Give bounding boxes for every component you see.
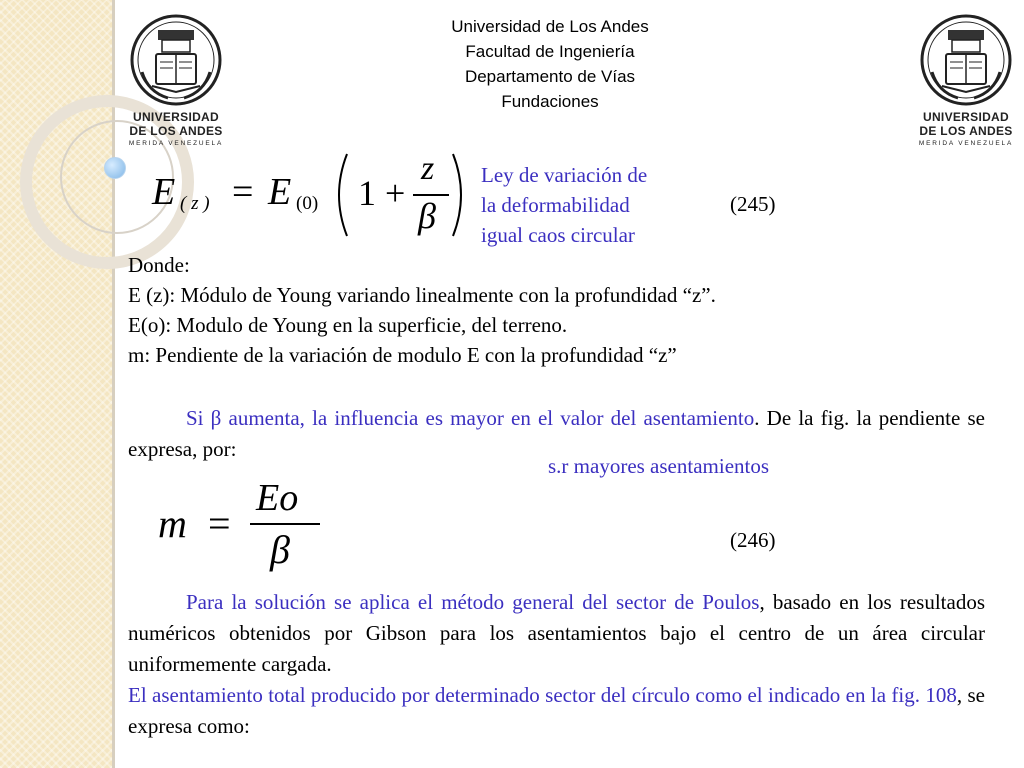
slide-header <box>380 14 720 114</box>
note-line2: la deformabilidad <box>481 193 630 217</box>
eq245-lhs-sub: ( z ) <box>180 193 210 214</box>
definitions-intro: Donde: <box>128 253 190 277</box>
logo-name-line1: UNIVERSIDAD <box>923 110 1009 124</box>
logo-place: MERIDA VENEZUELA <box>128 140 224 147</box>
university-logo-left <box>128 12 224 152</box>
logo-place: MERIDA VENEZUELA <box>918 140 1014 147</box>
eq246-tag: (246) <box>730 528 776 552</box>
logo-name-line1: UNIVERSIDAD <box>133 110 219 124</box>
eq245-rhs-sub: (0) <box>296 193 319 214</box>
header-department: Departamento de Vías <box>464 67 636 86</box>
header-course: Fundaciones <box>501 92 599 111</box>
university-seal-icon <box>918 12 1014 108</box>
eq245-equals: = <box>232 171 254 213</box>
paragraph-poulos-highlight: Para la solución se aplica el método general del sector de Poulos <box>186 590 760 614</box>
logo-name-line2: DE LOS ANDES <box>919 124 1013 138</box>
paragraph-beta-rest: . De la fig. la pendiente se expresa, por: <box>128 406 985 461</box>
paragraph-poulos <box>128 587 985 680</box>
eq245-tag: (245) <box>730 192 776 216</box>
eq245-parentheses <box>333 150 478 240</box>
definition-eo: E(o): Modulo de Young en la superficie, del terreno. <box>128 313 568 337</box>
university-seal-icon <box>128 12 224 108</box>
paragraph-total-settlement <box>128 680 985 742</box>
note-deformability <box>481 160 647 250</box>
eq246-lhs: m <box>158 501 187 546</box>
eq246-numerator: Eo <box>256 477 299 519</box>
eq246-denominator: β <box>270 527 290 572</box>
paragraph-total-highlight: El asentamiento total producido por determinado sector del círculo como el indicado en la fig. 108 <box>128 683 957 707</box>
university-logo-right <box>918 12 1014 152</box>
eq245-lhs-E: E <box>152 171 176 213</box>
note-more-settlement: s.r mayores asentamientos <box>548 454 770 478</box>
note-line1: Ley de variación de <box>481 163 648 187</box>
header-university: Universidad de Los Andes <box>451 17 649 36</box>
definition-ez: E (z): Módulo de Young variando linealmente con la profundidad “z”. <box>128 283 716 307</box>
decorative-dot <box>104 157 126 179</box>
header-faculty: Facultad de Ingeniería <box>465 42 635 61</box>
definition-m: m: Pendiente de la variación de modulo E con la profundidad “z” <box>128 343 677 367</box>
paragraph-beta-highlight: Si β aumenta, la influencia es mayor en el valor del asentamiento <box>186 406 755 430</box>
logo-name-line2: DE LOS ANDES <box>129 124 223 138</box>
paragraph-total-rest: , se expresa como: <box>128 683 985 738</box>
eq245-rhs-E: E <box>268 171 292 213</box>
eq245-one-plus: 1 + <box>358 173 406 213</box>
note-line3: igual caos circular <box>481 223 635 247</box>
paragraph-poulos-rest: , basado en los resultados numéricos obtenidos por Gibson para los asentamientos bajo el centro de un área circular uniformemente cargada. <box>128 590 985 676</box>
eq246-equals: = <box>208 501 231 546</box>
eq245-denominator: β <box>418 196 436 236</box>
eq245-numerator: z <box>421 150 435 187</box>
